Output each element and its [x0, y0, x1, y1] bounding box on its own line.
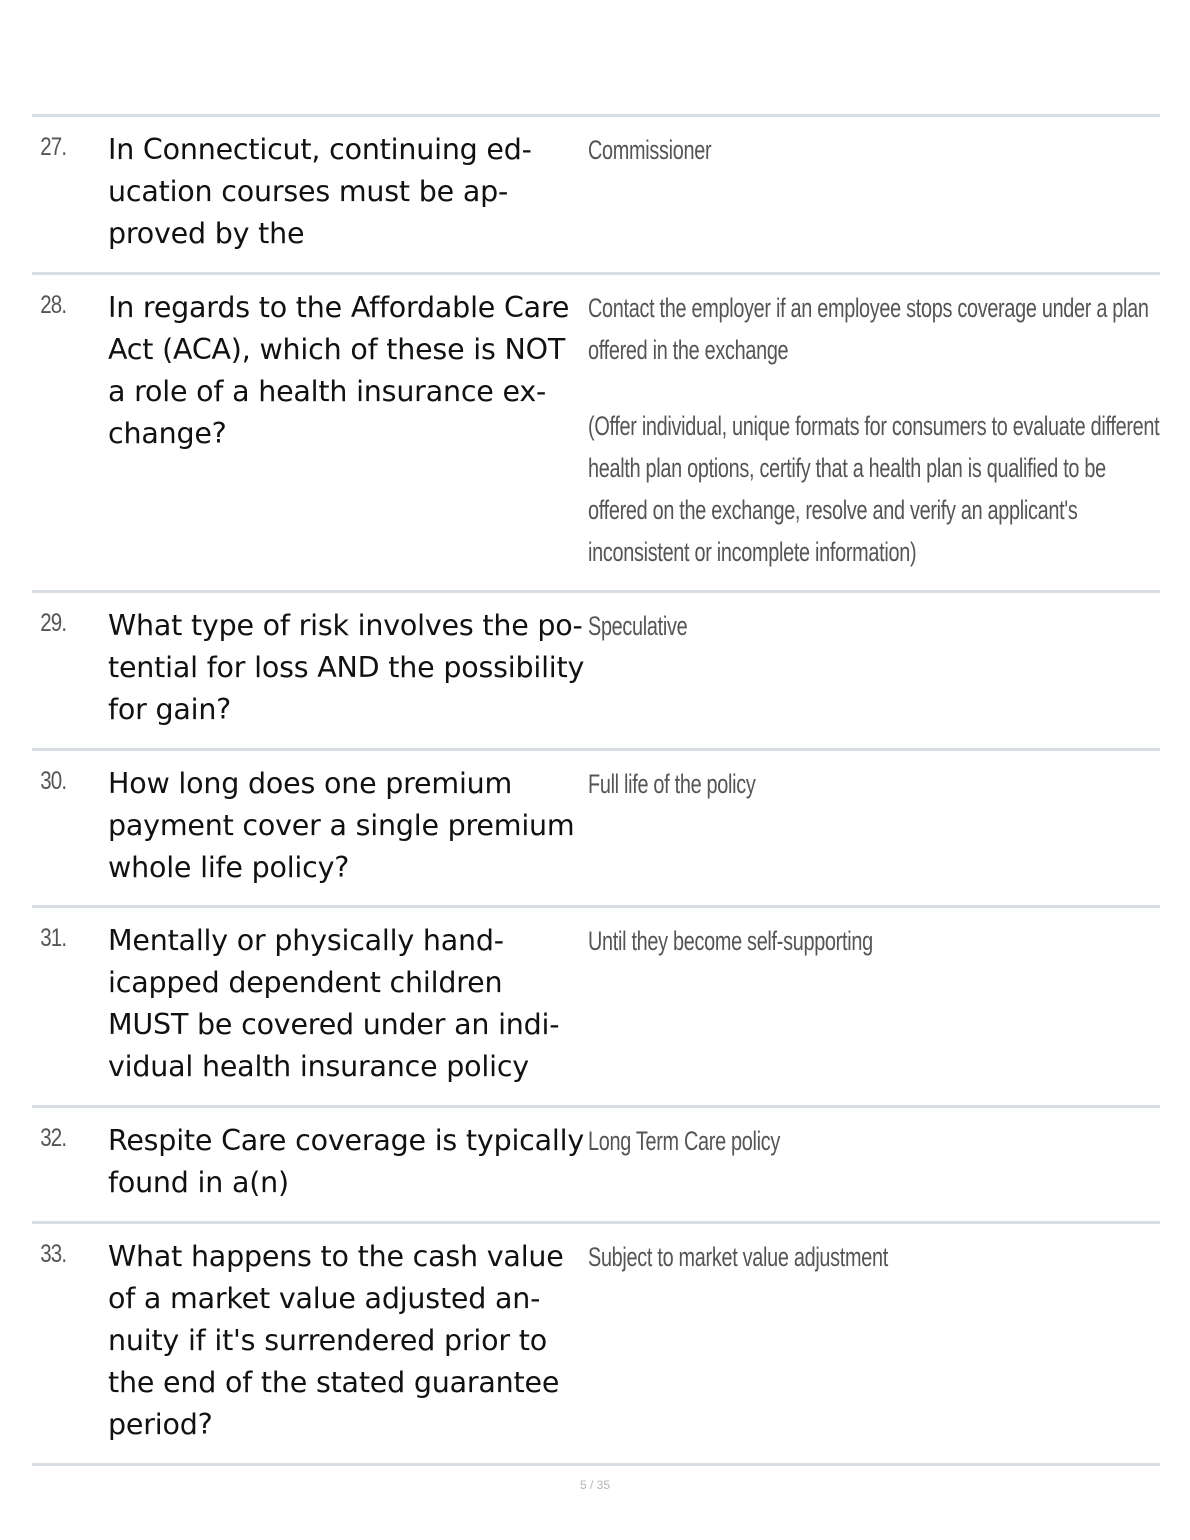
answer-text: Full life of the policy	[588, 769, 756, 799]
answer-text: Long Term Care policy	[588, 1126, 781, 1156]
question-text: In regards to the Affordable Care Act (ACA), which of these is NOT a role of a health insurance exchange?	[108, 291, 570, 450]
qa-row-28	[32, 275, 1160, 593]
qa-row-32	[32, 1108, 1160, 1224]
question-text: How long does one premium payment cover a single premium whole life policy?	[108, 767, 575, 884]
question-number: 32.	[40, 1124, 67, 1152]
question-number: 29.	[40, 609, 67, 637]
question-number: 28.	[40, 291, 67, 319]
answer-text: Until they become self-supporting	[588, 926, 873, 956]
answer-cell	[588, 275, 1160, 590]
qa-row-33	[32, 1224, 1160, 1466]
answer-alternatives: (Offer individual, unique formats for consumers to evaluate different health plan options, certify that a health plan is qualified to be offered on the exchange, resolve and verify an applicant's inconsistent or incomplete information)	[588, 411, 1160, 567]
answer-block	[588, 287, 1160, 573]
question-text: What type of risk involves the potential for loss AND the possibility for gain?	[108, 609, 585, 726]
page-indicator: 5 / 35	[579, 1478, 611, 1492]
qa-row-30	[32, 751, 1160, 908]
answer-text: Commissioner	[588, 135, 712, 165]
question-number: 33.	[40, 1240, 67, 1268]
answer-cell	[588, 593, 1160, 748]
qa-table	[32, 114, 1160, 1466]
question-text: Mentally or physically handicapped dependent children MUST be covered under an individual health insurance policy	[108, 924, 560, 1083]
question-text: In Connecticut, continuing education courses must be approved by the	[108, 133, 532, 250]
answer-cell	[588, 751, 1160, 905]
question-number: 30.	[40, 767, 67, 795]
question-number: 31.	[40, 924, 67, 952]
question-text: What happens to the cash value of a market value adjusted annuity if it's surrendered prior to the end of the stated guarantee period?	[108, 1240, 564, 1441]
question-number: 27.	[40, 133, 67, 161]
qa-row-31	[32, 908, 1160, 1108]
answer-cell	[588, 117, 1160, 272]
qa-row-27	[32, 117, 1160, 275]
answer-text: Subject to market value adjustment	[588, 1242, 888, 1272]
answer-text: Contact the employer if an employee stops coverage under a plan offered in the exchange	[588, 293, 1149, 365]
answer-cell	[588, 1224, 1160, 1463]
qa-row-29	[32, 593, 1160, 751]
answer-cell	[588, 1108, 1160, 1221]
answer-cell	[588, 908, 1160, 1105]
answer-text: Speculative	[588, 611, 688, 641]
question-text: Respite Care coverage is typically found in a(n)	[108, 1124, 585, 1199]
